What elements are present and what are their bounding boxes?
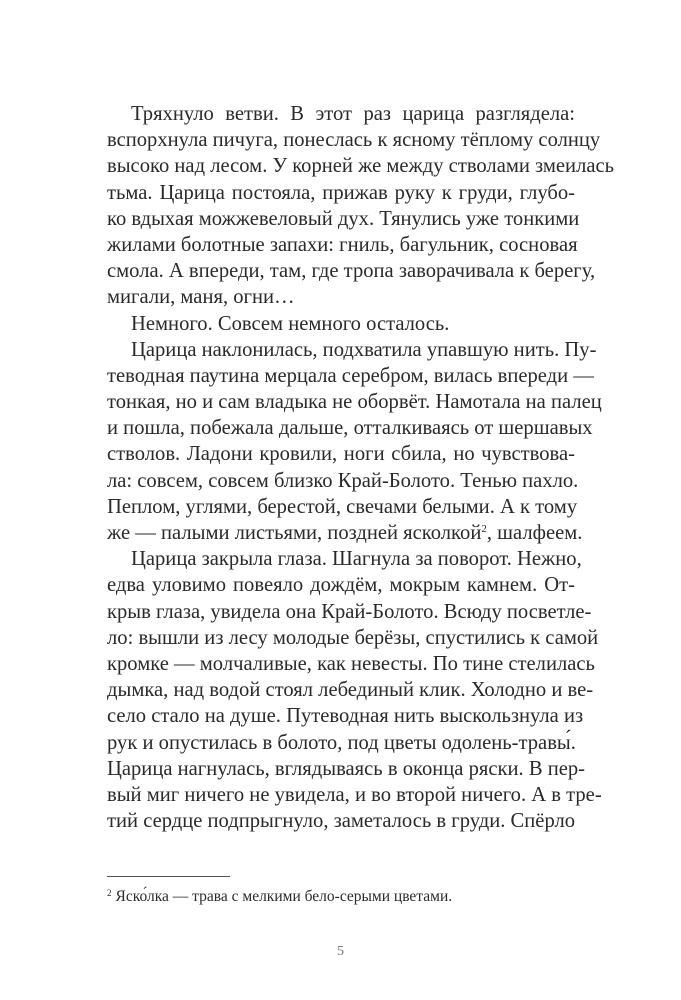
text-line — [107, 520, 583, 546]
text-line — [107, 782, 602, 808]
text-line — [107, 284, 575, 310]
text-line — [107, 153, 615, 179]
text-line-content: ко вдыхая можжевеловый дух. Тянулись уже тонкими — [107, 207, 580, 230]
text-line — [107, 572, 575, 598]
text-line-content: Тряхнуло ветви. В этот раз царица разглядела: — [131, 103, 575, 125]
page-number: 5 — [337, 944, 344, 959]
text-line — [107, 730, 575, 756]
text-line-content: Немного. Совсем немного осталось. — [131, 312, 450, 335]
text-line-content: тьма. Царица постояла, прижав руку к груди, глубо- — [107, 181, 575, 204]
text-line — [107, 756, 586, 782]
text-line-content: теводная паутина мерцала серебром, вилась впереди — — [107, 364, 594, 387]
text-line-content: ла: совсем, совсем близко Край-Болото. Тенью пахло. — [107, 469, 579, 492]
text-line-content: стволов. Ладони кровили, ноги сбила, но чувствова- — [107, 443, 575, 466]
text-line-content: тонкая, но и сам владыка не оборвёт. Намотала на палец — [107, 391, 602, 414]
text-line — [107, 808, 575, 834]
text-line-content: едва уловимо повеяло дождём, мокрым камнем. От- — [107, 574, 575, 597]
text-line — [107, 703, 584, 729]
text-line-content: тий сердце подпрыгнуло, заметалось в груди. Спёрло — [107, 810, 576, 833]
text-line — [107, 101, 575, 127]
text-line-content: рук и опустилась в болото, под цветы одолень-травы́. — [107, 731, 576, 754]
text-line-tail: , шалфеем. — [486, 522, 583, 544]
text-line-content: вый миг ничего не увидела, и во второй ничего. А в тре- — [107, 783, 602, 806]
footnote-text: Яско́лка — трава с мелкими бело-серыми цветами. — [115, 888, 453, 905]
footnote-reference: 2 — [481, 523, 487, 535]
text-line — [107, 232, 578, 258]
footnote-separator — [107, 876, 230, 877]
text-line-content: кромке — молчаливые, как невесты. По тине стелилась — [107, 652, 595, 675]
body-text — [107, 101, 615, 834]
text-line-content: Царица нагнулась, вглядываясь в оконца ряски. В пер- — [107, 757, 586, 780]
text-line-content: ло: вышли из лесу молодые берёзы, спустились к самой — [107, 626, 599, 649]
text-line — [107, 127, 601, 153]
text-line — [107, 441, 575, 467]
text-line — [107, 311, 575, 337]
text-line-content: жилами болотные запахи: гниль, багульник, сосновая — [107, 233, 578, 256]
text-line-content: и пошла, побежала дальше, отталкиваясь от шершавых — [107, 417, 593, 440]
text-line — [107, 677, 594, 703]
text-line — [107, 415, 593, 441]
text-line — [107, 389, 602, 415]
text-line-content: Царица закрыла глаза. Шагнула за поворот. Нежно, — [131, 548, 582, 571]
text-line — [107, 651, 595, 677]
text-line — [107, 258, 596, 284]
text-line-content: дымка, над водой стоял лебединый клик. Холодно и ве- — [107, 679, 594, 702]
text-line — [107, 599, 592, 625]
text-line-content: крыв глаза, увидела она Край-Болото. Всюду посветле- — [107, 600, 592, 623]
text-line — [107, 494, 578, 520]
text-line-content: смола. А впереди, там, где тропа заворачивала к берегу, — [107, 260, 596, 283]
text-line — [107, 625, 599, 651]
text-line-content: же — палыми листьями, поздней ясколкой — [107, 522, 482, 544]
text-line-content: мигали, маня, огни… — [107, 286, 295, 309]
text-line-content: Пеплом, углями, берестой, свечами белыми. А к тому — [107, 495, 578, 518]
text-line — [107, 546, 582, 572]
text-line-content: Царица наклонилась, подхватила упавшую нить. Пу- — [131, 338, 597, 361]
footnote — [107, 888, 452, 906]
text-line — [107, 363, 594, 389]
text-line-content: вспорхнула пичуга, понеслась к ясному тёплому солнцу — [107, 129, 601, 152]
text-line — [107, 206, 580, 232]
text-line — [107, 337, 597, 363]
text-line-content: высоко над лесом. У корней же между стволами змеилась — [107, 155, 615, 178]
text-line — [107, 180, 575, 206]
footnote-marker: 2 — [107, 888, 112, 898]
text-line-content: село стало на душе. Путеводная нить выскользнула из — [107, 705, 584, 728]
text-line — [107, 468, 579, 494]
